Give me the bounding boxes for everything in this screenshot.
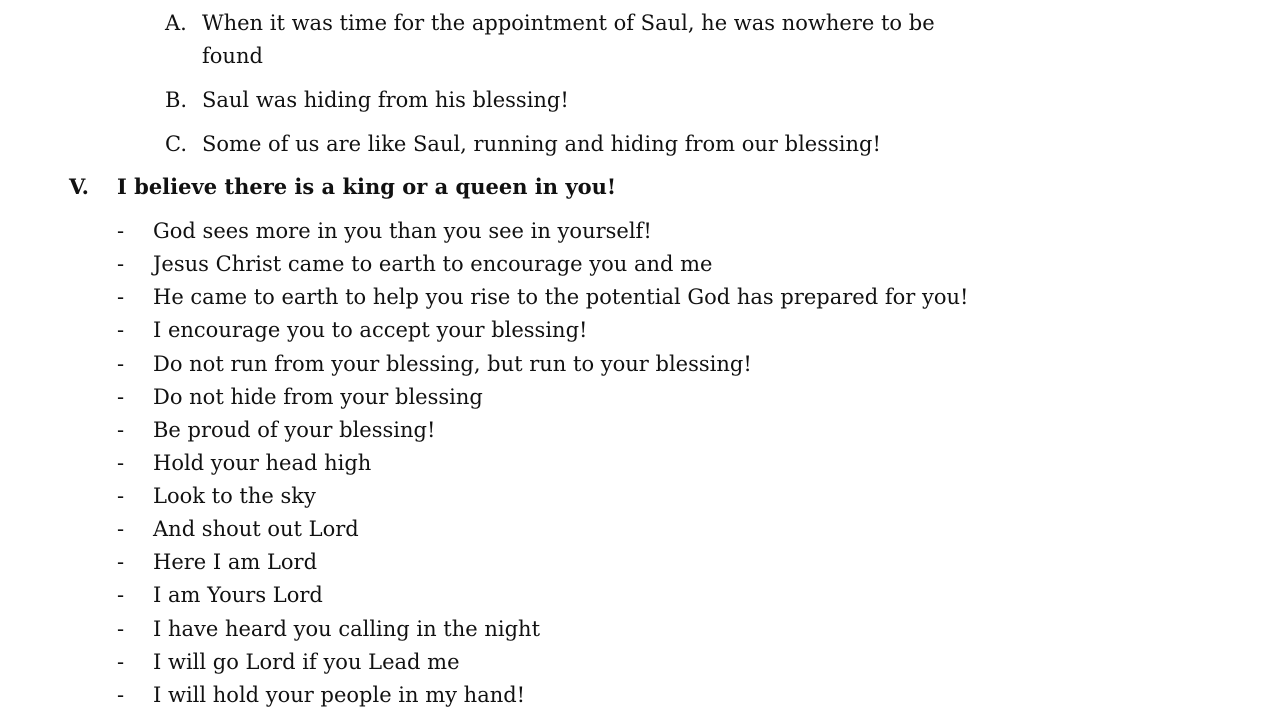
- list-item: Here I am Lord: [153, 550, 318, 574]
- list-item: I have heard you calling in the night: [153, 617, 541, 641]
- bullet-dash: -: [117, 484, 125, 508]
- list-item: He came to earth to help you rise to the potential God has prepared for you!: [153, 285, 969, 309]
- bullet-dash: -: [117, 517, 125, 541]
- list-item: I encourage you to accept your blessing!: [153, 318, 588, 342]
- list-marker-c: C.: [165, 132, 187, 156]
- bullet-dash: -: [117, 650, 125, 674]
- list-item: Hold your head high: [153, 451, 372, 475]
- bullet-dash: -: [117, 418, 125, 442]
- bullet-dash: -: [117, 219, 125, 243]
- list-item: Do not hide from your blessing: [153, 385, 483, 409]
- bullet-dash: -: [117, 318, 125, 342]
- bullet-dash: -: [117, 385, 125, 409]
- bullet-dash: -: [117, 451, 125, 475]
- sub-item-a-line2: found: [202, 44, 263, 68]
- bullet-dash: -: [117, 550, 125, 574]
- list-marker-b: B.: [165, 88, 188, 112]
- list-item: Jesus Christ came to earth to encourage you and me: [153, 252, 713, 276]
- list-item: I am Yours Lord: [153, 583, 323, 607]
- list-item: I will hold your people in my hand!: [153, 683, 526, 707]
- bullet-dash: -: [117, 583, 125, 607]
- list-item: Be proud of your blessing!: [153, 418, 436, 442]
- sub-item-c: Some of us are like Saul, running and hiding from our blessing!: [202, 132, 881, 156]
- section-heading: I believe there is a king or a queen in you!: [117, 174, 617, 199]
- list-item: Look to the sky: [153, 484, 316, 508]
- list-item: I will go Lord if you Lead me: [153, 650, 460, 674]
- bullet-dash: -: [117, 252, 125, 276]
- list-item: Do not run from your blessing, but run to your blessing!: [153, 352, 752, 376]
- list-item: God sees more in you than you see in yourself!: [153, 219, 652, 243]
- bullet-dash: -: [117, 352, 125, 376]
- bullet-dash: -: [117, 617, 125, 641]
- section-marker-v: V.: [69, 174, 89, 199]
- list-item: And shout out Lord: [153, 517, 359, 541]
- sub-item-a-line1: When it was time for the appointment of Saul, he was nowhere to be: [202, 11, 935, 35]
- sub-item-b: Saul was hiding from his blessing!: [202, 88, 569, 112]
- bullet-dash: -: [117, 683, 125, 707]
- bullet-dash: -: [117, 285, 125, 309]
- list-marker-a: A.: [165, 11, 187, 35]
